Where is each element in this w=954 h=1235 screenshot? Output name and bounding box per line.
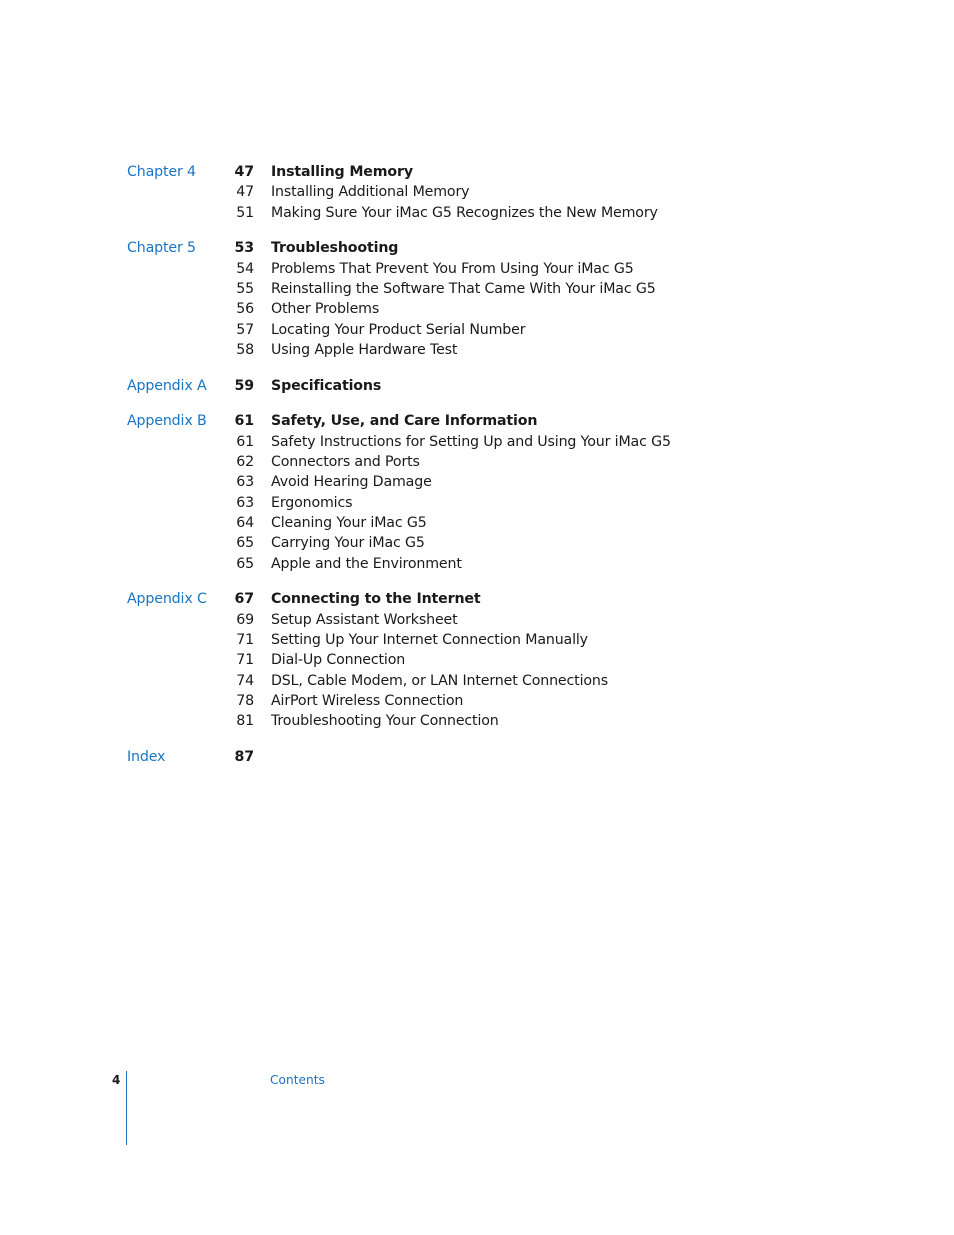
toc-entry[interactable] [0, 472, 954, 492]
section-title: Troubleshooting [271, 240, 399, 257]
entry-title: Connectors and Ports [271, 454, 420, 471]
footer-divider [126, 1071, 127, 1145]
toc-section [0, 589, 954, 731]
page-number: 51 [236, 204, 254, 221]
entry-title: Dial-Up Connection [271, 652, 406, 669]
toc-section-heading[interactable] [0, 162, 954, 182]
entry-title: Using Apple Hardware Test [271, 341, 458, 358]
entry-title: Cleaning Your iMac G5 [271, 514, 427, 531]
page-number: 61 [236, 433, 254, 450]
entry-title: Locating Your Product Serial Number [271, 321, 526, 338]
entry-title: Ergonomics [271, 494, 353, 511]
toc-entry[interactable] [0, 452, 954, 472]
toc-entry[interactable] [0, 203, 954, 223]
toc-entry[interactable] [0, 513, 954, 533]
page-number: 67 [234, 591, 254, 608]
page-number: 63 [236, 474, 254, 491]
entry-title: Other Problems [271, 301, 380, 318]
section-title: Safety, Use, and Care Information [271, 413, 538, 430]
toc-entry[interactable] [0, 299, 954, 319]
section-label[interactable]: Chapter 5 [127, 240, 196, 257]
page-number: 53 [234, 240, 254, 257]
section-title: Connecting to the Internet [271, 591, 481, 608]
toc-section-heading[interactable] [0, 376, 954, 396]
page-number: 47 [234, 164, 254, 180]
entry-title: Reinstalling the Software That Came With Your iMac G5 [271, 280, 656, 297]
page-number: 55 [236, 280, 254, 297]
page-number: 78 [236, 692, 254, 709]
entry-title: Problems That Prevent You From Using Your iMac G5 [271, 260, 634, 277]
page-number: 65 [236, 555, 254, 572]
toc-entry[interactable] [0, 340, 954, 360]
entry-title: Carrying Your iMac G5 [271, 535, 425, 552]
toc-section-heading[interactable] [0, 747, 954, 767]
toc-section [0, 747, 954, 767]
section-label[interactable]: Chapter 4 [127, 164, 196, 180]
entry-title: Apple and the Environment [271, 555, 462, 572]
toc-entry[interactable] [0, 691, 954, 711]
footer-page-number: 4 [112, 1073, 121, 1087]
entry-title: AirPort Wireless Connection [271, 692, 464, 709]
page-number: 81 [236, 713, 254, 730]
toc-entry[interactable] [0, 182, 954, 202]
page-number: 59 [234, 377, 254, 394]
page-number: 54 [236, 260, 254, 277]
section-label[interactable]: Appendix A [127, 377, 207, 394]
page-number: 57 [236, 321, 254, 338]
toc-entry[interactable] [0, 650, 954, 670]
footer-section-label: Contents [270, 1073, 325, 1087]
page-number: 74 [236, 672, 254, 689]
entry-title: Troubleshooting Your Connection [271, 713, 499, 730]
toc-entry[interactable] [0, 279, 954, 299]
toc-entry[interactable] [0, 259, 954, 279]
page-number: 56 [236, 301, 254, 318]
page-number: 71 [236, 631, 254, 648]
toc-section [0, 238, 954, 360]
toc-entry[interactable] [0, 671, 954, 691]
toc-section [0, 376, 954, 396]
toc-entry[interactable] [0, 630, 954, 650]
entry-title: Setup Assistant Worksheet [271, 611, 458, 628]
page-number: 61 [234, 413, 254, 430]
page-number: 65 [236, 535, 254, 552]
page-number: 62 [236, 454, 254, 471]
toc-entry[interactable] [0, 610, 954, 630]
entry-title: Safety Instructions for Setting Up and Using Your iMac G5 [271, 433, 671, 450]
toc-section [0, 411, 954, 573]
page-number: 47 [236, 184, 254, 201]
page-number: 63 [236, 494, 254, 511]
section-label[interactable]: Index [127, 748, 166, 765]
section-label[interactable]: Appendix C [127, 591, 207, 608]
page-number: 64 [236, 514, 254, 531]
toc-section-heading[interactable] [0, 589, 954, 609]
entry-title: Setting Up Your Internet Connection Manually [271, 631, 588, 648]
toc-entry[interactable] [0, 533, 954, 553]
toc-entry[interactable] [0, 711, 954, 731]
page-number: 58 [236, 341, 254, 358]
section-label[interactable]: Appendix B [127, 413, 207, 430]
entry-title: DSL, Cable Modem, or LAN Internet Connections [271, 672, 608, 689]
toc-section-heading[interactable] [0, 238, 954, 258]
toc-entry[interactable] [0, 554, 954, 574]
toc-entry[interactable] [0, 493, 954, 513]
toc-entry[interactable] [0, 432, 954, 452]
page-number: 69 [236, 611, 254, 628]
section-title: Installing Memory [271, 164, 413, 180]
table-of-contents [0, 162, 954, 783]
entry-title: Avoid Hearing Damage [271, 474, 432, 491]
page-number: 71 [236, 652, 254, 669]
toc-section-heading[interactable] [0, 411, 954, 431]
entry-title: Making Sure Your iMac G5 Recognizes the New Memory [271, 204, 658, 221]
entry-title: Installing Additional Memory [271, 184, 470, 201]
toc-section [0, 162, 954, 223]
toc-entry[interactable] [0, 320, 954, 340]
page-number: 87 [234, 748, 254, 765]
section-title: Specifications [271, 377, 382, 394]
